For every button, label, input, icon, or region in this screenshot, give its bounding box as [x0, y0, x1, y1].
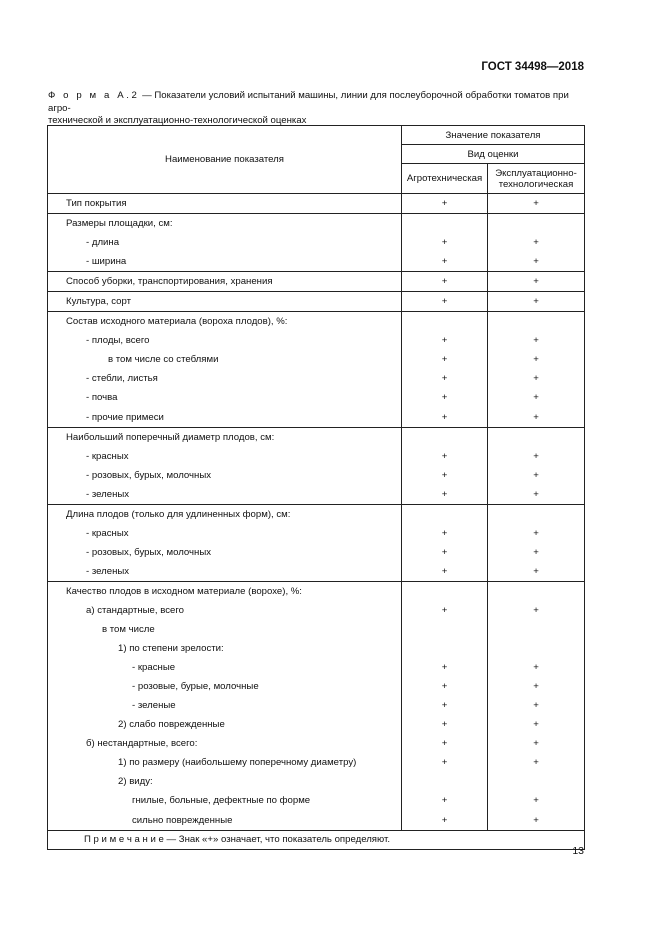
row-name: - прочие примеси — [48, 408, 402, 428]
table-caption — [48, 90, 588, 128]
row-name: 2) слабо поврежденные — [48, 715, 402, 734]
table-row — [48, 485, 585, 505]
header-name: Наименование показателя — [48, 126, 402, 194]
row-agro-value: + — [402, 272, 488, 292]
row-name: в том числе со стеблями — [48, 350, 402, 369]
row-name: 1) по степени зрелости: — [48, 639, 402, 658]
row-name: Тип покрытия — [48, 194, 402, 214]
caption-line2: технической и эксплуатационно-технологической оценках — [48, 115, 307, 126]
row-expl-value: + — [488, 252, 585, 272]
row-name: - зеленых — [48, 485, 402, 505]
row-expl-value — [488, 214, 585, 234]
table-row — [48, 601, 585, 620]
row-name: 2) виду: — [48, 772, 402, 791]
row-agro-value — [402, 639, 488, 658]
row-expl-value: + — [488, 331, 585, 350]
table-row — [48, 233, 585, 252]
row-expl-value: + — [488, 562, 585, 582]
table-row — [48, 524, 585, 543]
row-expl-value: + — [488, 408, 585, 428]
row-name: - ширина — [48, 252, 402, 272]
table-row — [48, 408, 585, 428]
row-expl-value: + — [488, 447, 585, 466]
caption-line1: — Показатели условий испытаний машины, линии для послеуборочной обработки томатов при агро- — [48, 90, 569, 114]
table-row — [48, 620, 585, 639]
table-body — [48, 194, 585, 831]
header-agro: Агротехническая — [402, 164, 488, 194]
header-value: Значение показателя — [402, 126, 585, 145]
row-expl-value: + — [488, 677, 585, 696]
header-expl — [488, 164, 585, 194]
table-row — [48, 252, 585, 272]
row-agro-value: + — [402, 252, 488, 272]
row-expl-value: + — [488, 734, 585, 753]
row-expl-value — [488, 620, 585, 639]
table-row — [48, 639, 585, 658]
row-expl-value — [488, 312, 585, 332]
row-name: - красные — [48, 658, 402, 677]
header-expl-2: технологическая — [498, 178, 574, 190]
row-agro-value: + — [402, 601, 488, 620]
table-row — [48, 543, 585, 562]
table-row — [48, 581, 585, 601]
row-expl-value: + — [488, 233, 585, 252]
row-name: - плоды, всего — [48, 331, 402, 350]
row-expl-value: + — [488, 272, 585, 292]
row-expl-value — [488, 504, 585, 524]
row-agro-value: + — [402, 791, 488, 810]
row-agro-value: + — [402, 233, 488, 252]
standard-number: ГОСТ 34498—2018 — [481, 61, 584, 73]
header-kind: Вид оценки — [402, 145, 585, 164]
row-name: - зеленых — [48, 562, 402, 582]
row-agro-value: + — [402, 562, 488, 582]
row-expl-value: + — [488, 601, 585, 620]
table-row — [48, 292, 585, 312]
table-row — [48, 677, 585, 696]
row-name: - розовых, бурых, молочных — [48, 543, 402, 562]
row-name: сильно поврежденные — [48, 811, 402, 831]
row-agro-value — [402, 504, 488, 524]
row-agro-value: + — [402, 677, 488, 696]
table-row — [48, 427, 585, 447]
row-agro-value: + — [402, 753, 488, 772]
table-row — [48, 562, 585, 582]
row-agro-value: + — [402, 292, 488, 312]
row-expl-value: + — [488, 485, 585, 505]
note-text: — Знак «+» означает, что показатель определяют. — [163, 834, 390, 846]
row-name: Способ уборки, транспортирования, хранения — [48, 272, 402, 292]
table-row — [48, 331, 585, 350]
row-name: в том числе — [48, 620, 402, 639]
row-name: - красных — [48, 524, 402, 543]
row-agro-value: + — [402, 696, 488, 715]
table-row — [48, 772, 585, 791]
row-agro-value: + — [402, 447, 488, 466]
row-expl-value: + — [488, 388, 585, 407]
table-row — [48, 504, 585, 524]
row-agro-value: + — [402, 524, 488, 543]
row-name: - красных — [48, 447, 402, 466]
table-row — [48, 272, 585, 292]
row-name: - длина — [48, 233, 402, 252]
row-name: Качество плодов в исходном материале (ворохе), %: — [48, 581, 402, 601]
row-agro-value — [402, 427, 488, 447]
row-expl-value: + — [488, 753, 585, 772]
row-agro-value: + — [402, 408, 488, 428]
row-agro-value: + — [402, 388, 488, 407]
row-agro-value: + — [402, 194, 488, 214]
row-agro-value — [402, 312, 488, 332]
row-expl-value — [488, 772, 585, 791]
row-expl-value: + — [488, 715, 585, 734]
row-name: Размеры площадки, см: — [48, 214, 402, 234]
row-expl-value — [488, 581, 585, 601]
row-name: гнилые, больные, дефектные по форме — [48, 791, 402, 810]
row-expl-value: + — [488, 350, 585, 369]
table-row — [48, 466, 585, 485]
row-name: Наибольший поперечный диаметр плодов, см: — [48, 427, 402, 447]
row-agro-value: + — [402, 485, 488, 505]
row-name: 1) по размеру (наибольшему поперечному диаметру) — [48, 753, 402, 772]
row-name: - розовые, бурые, молочные — [48, 677, 402, 696]
table-row — [48, 312, 585, 332]
table-row — [48, 753, 585, 772]
table-row — [48, 447, 585, 466]
table-row — [48, 696, 585, 715]
table-row — [48, 658, 585, 677]
page-number: 13 — [572, 845, 584, 857]
row-expl-value: + — [488, 658, 585, 677]
row-name: Состав исходного материала (вороха плодов), %: — [48, 312, 402, 332]
row-expl-value: + — [488, 194, 585, 214]
table-row — [48, 811, 585, 831]
row-name: - розовых, бурых, молочных — [48, 466, 402, 485]
row-name: б) нестандартные, всего: — [48, 734, 402, 753]
row-agro-value — [402, 772, 488, 791]
table-row — [48, 791, 585, 810]
caption-prefix: Ф о р м а А.2 — [48, 90, 140, 101]
row-expl-value: + — [488, 811, 585, 831]
header-expl-1: Эксплуатационно- — [495, 167, 577, 179]
table-row — [48, 350, 585, 369]
indicators-table — [47, 125, 585, 850]
row-agro-value: + — [402, 466, 488, 485]
table-row — [48, 715, 585, 734]
row-agro-value: + — [402, 734, 488, 753]
row-agro-value: + — [402, 369, 488, 388]
row-agro-value: + — [402, 715, 488, 734]
row-expl-value — [488, 639, 585, 658]
row-expl-value: + — [488, 696, 585, 715]
table-row — [48, 194, 585, 214]
row-name: - почва — [48, 388, 402, 407]
row-agro-value: + — [402, 331, 488, 350]
table-header — [48, 126, 585, 194]
row-agro-value: + — [402, 658, 488, 677]
table-note — [48, 830, 585, 849]
row-agro-value — [402, 620, 488, 639]
row-expl-value: + — [488, 369, 585, 388]
row-expl-value — [488, 427, 585, 447]
note-prefix: П р и м е ч а н и е — [84, 834, 164, 846]
row-name: Культура, сорт — [48, 292, 402, 312]
row-agro-value — [402, 581, 488, 601]
row-name: - зеленые — [48, 696, 402, 715]
row-name: а) стандартные, всего — [48, 601, 402, 620]
row-expl-value: + — [488, 466, 585, 485]
table-row — [48, 369, 585, 388]
row-agro-value: + — [402, 350, 488, 369]
table-row — [48, 214, 585, 234]
row-name: - стебли, листья — [48, 369, 402, 388]
row-expl-value: + — [488, 524, 585, 543]
row-agro-value — [402, 214, 488, 234]
table-row — [48, 734, 585, 753]
row-agro-value: + — [402, 543, 488, 562]
row-agro-value: + — [402, 811, 488, 831]
row-expl-value: + — [488, 543, 585, 562]
row-name: Длина плодов (только для удлиненных форм), см: — [48, 504, 402, 524]
row-expl-value: + — [488, 791, 585, 810]
row-expl-value: + — [488, 292, 585, 312]
table-row — [48, 388, 585, 407]
